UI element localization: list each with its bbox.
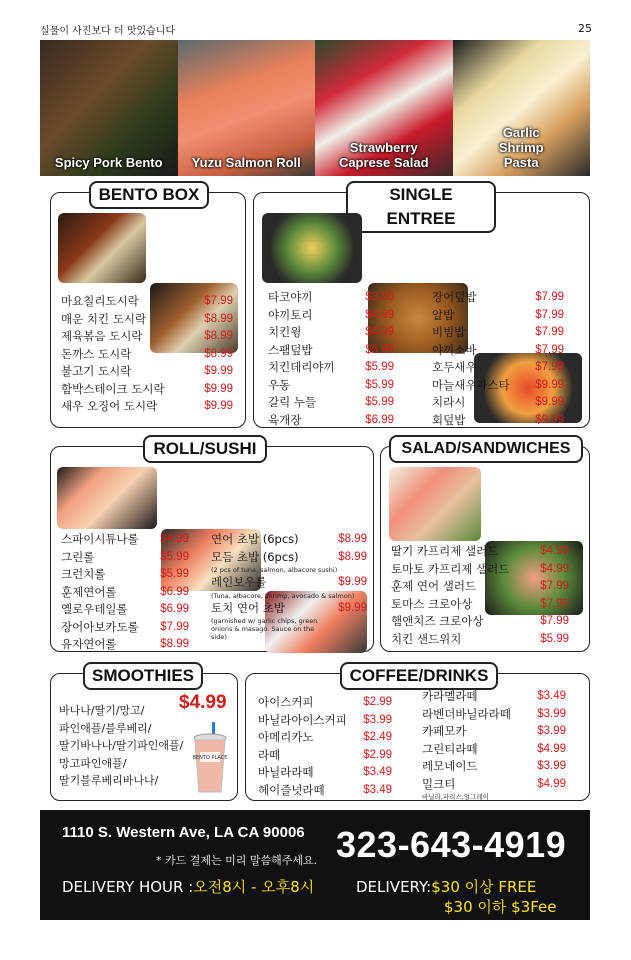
flavor-line: 파인애플/블루베리/ [59, 721, 152, 735]
bento-title: BENTO BOX [89, 181, 209, 209]
menu-item: 토치 연어 초밥 $9.99 [211, 600, 367, 615]
menu-item: 매운 치킨 도시락 $8.99 [61, 311, 233, 326]
menu-item: 크런치롤 $5.99 [61, 567, 189, 581]
menu-item: 야끼소바 $7.99 [432, 342, 564, 357]
menu-item: 카페모카 $3.99 [422, 724, 566, 738]
menu-item: 장어아보카도롤 $7.99 [61, 619, 189, 634]
salad-photo [389, 467, 481, 541]
menu-item: 카라멜라떼 $3.49 [422, 689, 566, 703]
menu-item: 토마토 카프리제 샐러드 $4.99 [391, 561, 569, 576]
flavor-line: 딸기바나나/딸기파인애플/ [59, 739, 184, 752]
bento-section [50, 185, 246, 428]
menu-item: 토마스 크로아상 $7.99 [391, 596, 569, 611]
menu-item: 레모네이드 $3.99 [422, 759, 566, 773]
roll-list-1 [61, 531, 189, 654]
menu-item: 그린롤 $5.99 [61, 549, 189, 564]
menu-item: 불고기 도시락 $9.99 [61, 364, 233, 378]
item-note: (2 pcs of tuna, salmon, albacore sushi) [211, 566, 338, 574]
menu-item: 갈릭 누들 $5.99 [268, 395, 394, 409]
salad-title: SALAD/SANDWICHES [389, 435, 583, 463]
banner-photo-roll [178, 40, 316, 176]
menu-item: 모듬 초밥 (6pcs) $8.99 [211, 549, 367, 564]
menu-item: 옐로우테일롤 $6.99 [61, 602, 189, 616]
menu-item: 바닐라아이스커피 $3.99 [258, 712, 392, 727]
menu-item: 새우 오징어 도시락 $9.99 [61, 399, 233, 413]
menu-item: 제육볶음 도시락 $8.99 [61, 329, 233, 343]
milktea-note: 바닐라,파리스,얼그레이 [422, 793, 489, 801]
phone-number[interactable]: 323-643-4919 [336, 824, 567, 865]
flavor-line: 바나나/딸기/망고/ [59, 704, 145, 717]
menu-item: 훈제 연어 샐러드 $7.99 [391, 579, 569, 593]
menu-item: 치킨 샌드위치 $5.99 [391, 631, 569, 646]
delivery-hours: DELIVERY HOUR :오전8시 - 오후8시 [62, 878, 315, 896]
menu-item: 레인보우롤 $9.99 [211, 575, 367, 589]
menu-item: 타코야끼 $3.50 [268, 290, 394, 304]
coffee-section [245, 666, 590, 801]
menu-item: 라떼 $2.99 [258, 747, 392, 762]
banner-caption: Garlic Shrimp Pasta [498, 125, 544, 170]
address: 1110 S. Western Ave, LA CA 90006 [62, 824, 305, 841]
menu-item: 연어 초밥 (6pcs) $8.99 [211, 532, 367, 546]
menu-item: 스팸덮밥 $5.99 [268, 342, 394, 357]
menu-item: 그린티라떼 $4.99 [422, 741, 566, 756]
item-note: (garnished w/ garlic chips, green onions & masago. Sauce on the side) [211, 617, 318, 641]
salad-list [391, 543, 569, 648]
menu-item: 딸기 카프리제 샐러드 $4.99 [391, 544, 569, 558]
menu-item: 마요칠리도시락 $7.99 [61, 294, 233, 308]
menu-item: 밀크티 $4.99 [422, 776, 566, 791]
menu-item: 회덮밥 $9.99 [432, 412, 564, 427]
menu-item: 장어덮밥 $7.99 [432, 290, 564, 304]
card-note: * 카드 결제는 미리 말씀해주세요. [156, 854, 318, 867]
roll-photo [57, 467, 157, 529]
roll-list-2 [211, 531, 367, 641]
entree-section [253, 185, 590, 428]
flavor-line: 딸기블루베리바나나/ [59, 774, 159, 787]
photo-banner [40, 40, 590, 176]
menu-item: 아메리카노 $2.49 [258, 730, 392, 744]
smoothie-cup-icon [193, 722, 227, 794]
menu-item: 치킨데리야끼 $5.99 [268, 360, 394, 374]
banner-photo-salad [315, 40, 453, 176]
menu-item: 마늘새우파스타 $9.99 [432, 377, 564, 392]
menu-item: 알밥 $7.99 [432, 307, 564, 322]
menu-item: 치라시 $9.99 [432, 395, 564, 409]
menu-item: 스파이시튜나롤 $4.99 [61, 532, 189, 546]
menu-item: 호두새우 $7.99 [432, 360, 564, 374]
banner-caption: Strawberry Caprese Salad [338, 140, 429, 170]
entree-photo [262, 213, 362, 283]
entree-title: SINGLE ENTREE [346, 181, 496, 233]
footer [40, 810, 590, 920]
salad-section [380, 440, 590, 652]
coffee-list-2 [422, 688, 566, 801]
banner-photo-bento [40, 40, 178, 176]
entree-list-2 [432, 289, 564, 429]
menu-item: 육개장 $6.99 [268, 412, 394, 427]
header-note: 실물이 사진보다 더 맛있습니다 [40, 26, 176, 37]
menu-item: 헤이즐넛라떼 $3.49 [258, 782, 392, 797]
banner-caption: Yuzu Salmon Roll [191, 155, 301, 170]
page-number: 25 [578, 22, 592, 35]
roll-section [50, 439, 374, 652]
cup-label: BENTO PLACE [193, 755, 227, 761]
menu-item: 야끼토리 $4.99 [268, 307, 394, 322]
bento-photo [58, 213, 146, 283]
smoothies-title: SMOOTHIES [83, 662, 203, 690]
item-note: (Tuna, albacore, shrimp, avocado & salmon) [211, 591, 355, 600]
menu-item: 햄앤치즈 크로아상 $7.99 [391, 614, 569, 628]
flavor-line: 망고파인애플/ [59, 756, 127, 770]
menu-item: 유자연어롤 $8.99 [61, 637, 189, 651]
entree-list-1 [268, 289, 394, 429]
menu-item: 바닐라라떼 $3.49 [258, 765, 392, 779]
coffee-list-1 [258, 694, 392, 799]
menu-item: 치킨윙 $4.99 [268, 325, 394, 339]
menu-item: 비빔밥 $7.99 [432, 325, 564, 339]
delivery-info: DELIVERY:$30 이상 FREE [356, 878, 537, 896]
coffee-title: COFFEE/DRINKS [340, 662, 498, 690]
menu-item: 훈제연어롤 $6.99 [61, 584, 189, 599]
roll-title: ROLL/SUSHI [143, 435, 267, 463]
menu-item: 라벤더바닐라라떼 $3.99 [422, 706, 566, 721]
bento-list [61, 293, 233, 416]
menu-item: 아이스커피 $2.99 [258, 695, 392, 709]
delivery-fee: $30 이하 $3Fee [444, 898, 557, 916]
menu-item: 우동 $5.99 [268, 377, 394, 392]
smoothies-flavors [59, 702, 183, 790]
smoothies-section [50, 666, 238, 801]
banner-photo-pasta [453, 40, 591, 176]
menu-item: 돈까스 도시락 $8.99 [61, 346, 233, 361]
smoothies-price: $4.99 [179, 692, 227, 713]
banner-caption: Spicy Pork Bento [54, 155, 163, 170]
menu-item: 함박스테이크 도시락 $9.99 [61, 381, 233, 396]
